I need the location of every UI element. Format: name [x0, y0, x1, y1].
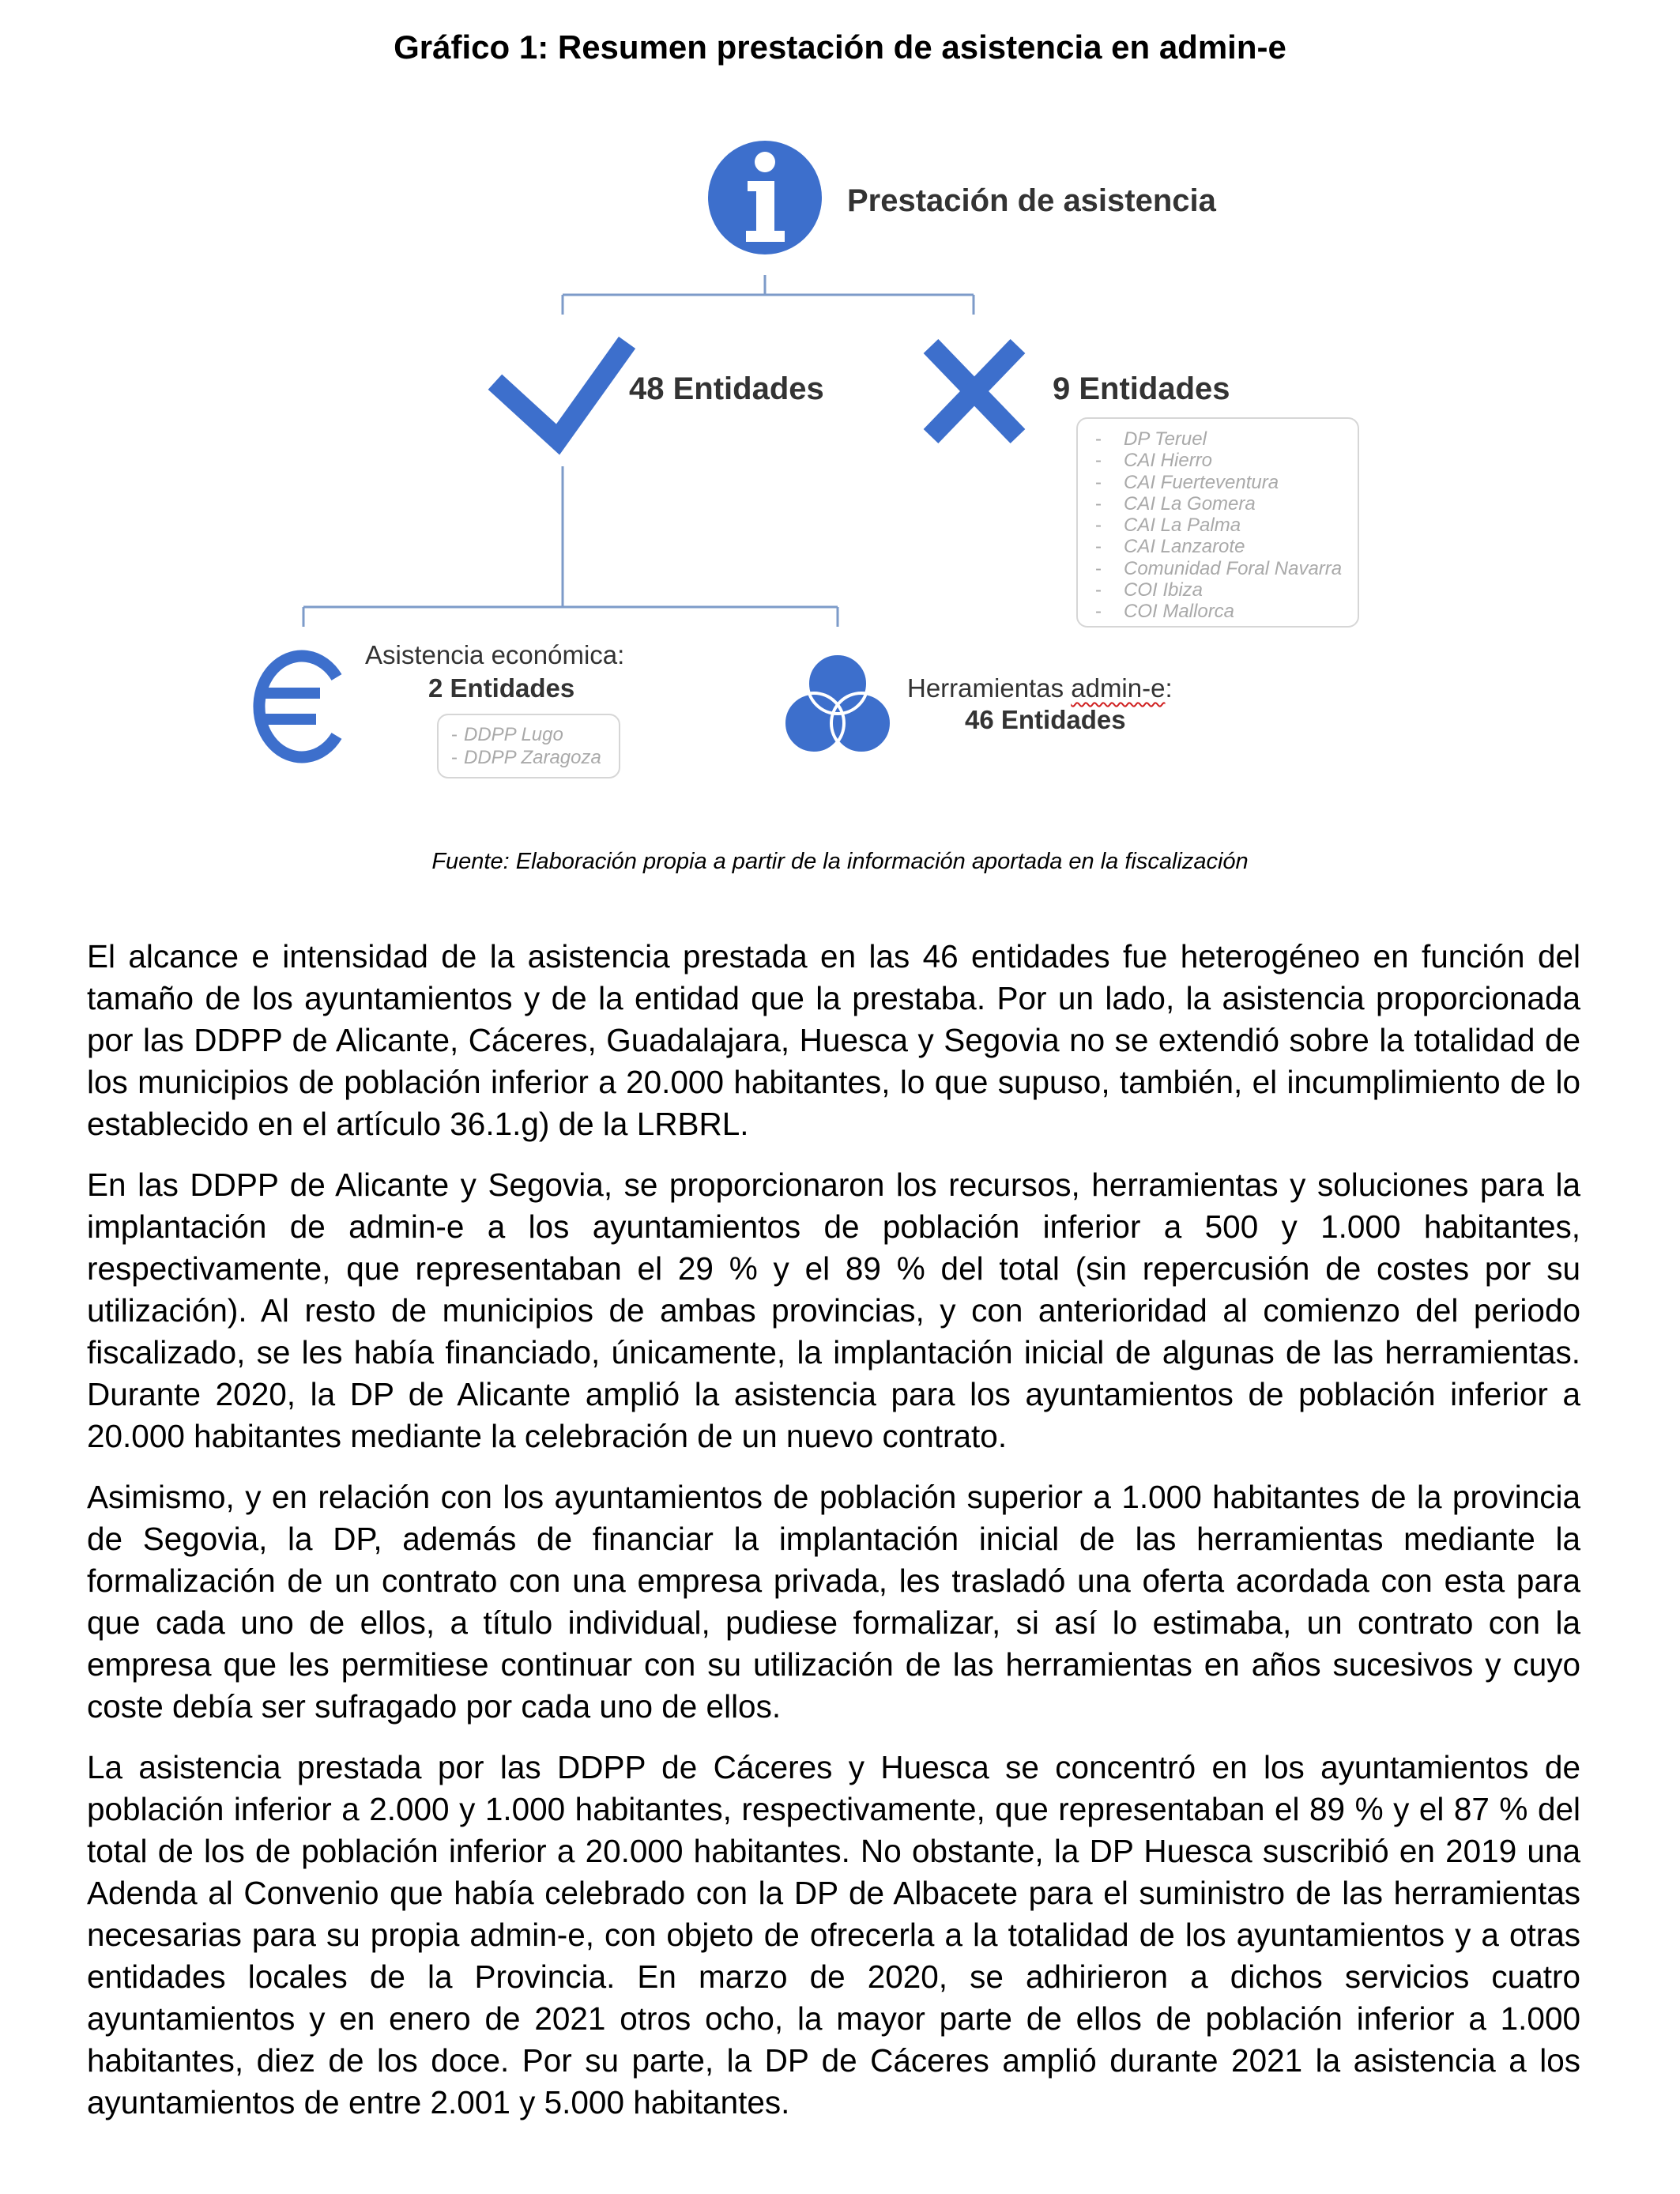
figure-title: Gráfico 1: Resumen prestación de asistencia en admin-e — [394, 28, 1286, 66]
paragraph: El alcance e intensidad de la asistencia prestada en las 46 entidades fue heterogéneo en función del tamaño de los ayuntamientos y de la entidad que la prestaba. Por un lado, la asistencia proporcionada por las DDPP de Alicante, Cáceres, Guadalajara, Huesca y Segovia no se extendió sobre la totalidad de los municipios de población inferior a 20.000 habitantes, lo que supuso, también, el incumplimiento de lo establecido en el artículo 36.1.g) de la LRBRL. — [87, 938, 1580, 1142]
root-label: Prestación de asistencia — [847, 183, 1216, 218]
economic-entities-list — [437, 714, 620, 778]
body-text — [87, 936, 1580, 2143]
connector-lines — [303, 275, 974, 627]
paragraph: La asistencia prestada por las DDPP de Cáceres y Huesca se concentró en los ayuntamientos de población inferior a 2.000 y 1.000 habitantes, respectivamente, que representaban el 89 % y el 87 % del total de los de población inferior a 20.000 habitantes. No obstante, la DP Huesca suscribió en 2019 una Adenda al Convenio que había celebrado con la DP de Albacete para el suministro de las herramientas necesarias para su propia admin-e, con objeto de ofrecerla a la totalidad de los ayuntamientos y a otras entidades locales de la Provincia. En marzo de 2020, se adhirieron a dichos servicios cuatro ayuntamientos y en enero de 2021 otros ocho, la mayor parte de ellos de población inferior a 1.000 habitantes, diez de los doce. Por su parte, la DP de Cáceres amplió durante 2021 la asistencia a los ayuntamientos de entre 2.001 y 5.000 habitantes. — [87, 1749, 1580, 2120]
check-icon — [503, 351, 621, 439]
cross-icon — [931, 346, 1018, 436]
paragraph: Asimismo, y en relación con los ayuntamientos de población superior a 1.000 habitantes de la provincia de Segovia, la DP, además de financiar la implantación inicial de las herramientas mediante la formalización de un contrato con una empresa privada, les trasladó una oferta acordada con esta para que cada uno de ellos, a título individual, pudiese formalizar, si así lo estimaba, un contrato con la empresa que les permitiese continuar con su utilización de las herramientas en años sucesivos y cuyo coste debía ser sufragado por cada uno de ellos. — [87, 1479, 1580, 1725]
list-item: - CAI Fuerteventura — [1095, 472, 1358, 493]
source-prefix: Fuente — [431, 849, 503, 874]
list-item: - COI Ibiza — [1095, 579, 1358, 601]
list-item: - CAI Hierro — [1095, 450, 1358, 471]
tools-count: 46 Entidades — [965, 705, 1126, 734]
economic-count: 2 Entidades — [428, 673, 575, 703]
yes-branch-label: 48 Entidades — [629, 371, 824, 406]
list-item: - DP Teruel — [1095, 428, 1358, 450]
list-item: - COI Mallorca — [1095, 601, 1358, 622]
diagram-graphics — [0, 0, 1680, 838]
excluded-entities-list — [1076, 417, 1359, 628]
list-item: - CAI La Palma — [1095, 515, 1358, 536]
venn-icon — [784, 654, 891, 753]
tools-label-prefix: Herramientas — [907, 673, 1072, 703]
list-item: - CAI Lanzarote — [1095, 536, 1358, 557]
info-icon — [708, 141, 822, 254]
paragraph: En las DDPP de Alicante y Segovia, se proporcionaron los recursos, herramientas y soluciones para la implantación de admin-e a los ayuntamientos de población inferior a 500 y 1.000 habitantes, respectivamente, que representaban el 29 % y el 89 % del total (sin repercusión de costes por su utilización). Al resto de municipios de ambas provincias, y con anterioridad al comienzo del periodo fiscalizado, se les había financiado, únicamente, la implantación inicial de algunas de las herramientas. Durante 2020, la DP de Alicante amplió la asistencia para los ayuntamientos de población inferior a 20.000 habitantes mediante la celebración de un nuevo contrato. — [87, 1167, 1580, 1454]
list-item: - DDPP Zaragoza — [451, 746, 619, 769]
list-item: - CAI La Gomera — [1095, 493, 1358, 515]
assistance-diagram — [0, 0, 1680, 838]
list-item: - Comunidad Foral Navarra — [1095, 558, 1358, 579]
list-item: - DDPP Lugo — [451, 723, 619, 746]
euro-icon — [259, 656, 337, 757]
economic-label: Asistencia económica: — [365, 640, 625, 669]
tools-label-word: admin-e — [1071, 673, 1166, 703]
tools-label — [907, 673, 1173, 703]
no-branch-label: 9 Entidades — [1053, 371, 1230, 406]
source-text: : Elaboración propia a partir de la información aportada en la fiscalización — [503, 849, 1249, 874]
tools-label-suffix: : — [1165, 673, 1173, 703]
figure-source — [0, 849, 1680, 875]
